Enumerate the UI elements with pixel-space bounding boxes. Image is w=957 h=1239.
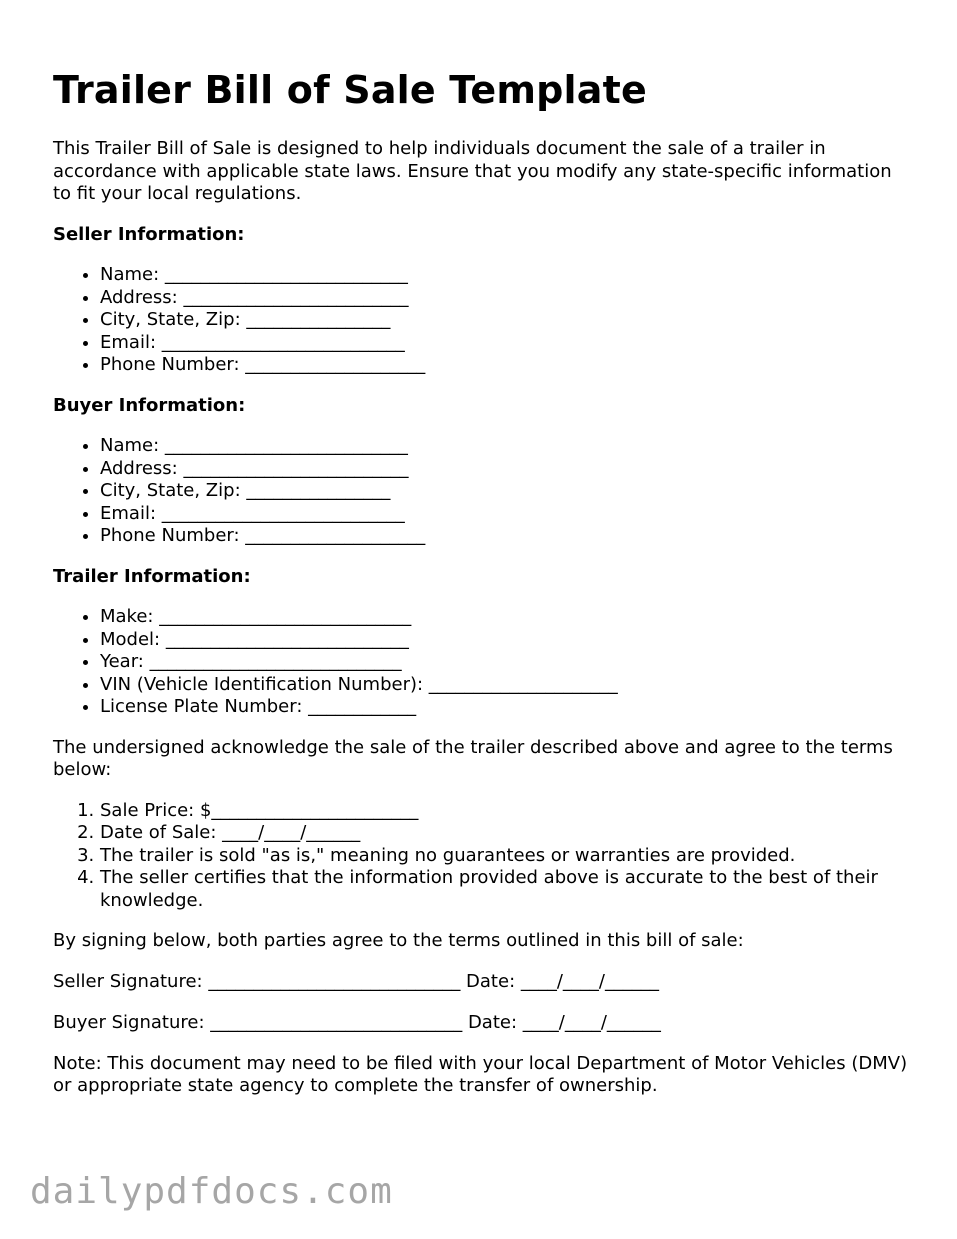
buyer-phone-field: • Phone Number: ____________________	[100, 525, 913, 548]
acknowledge-paragraph: The undersigned acknowledge the sale of the trailer described above and agree to the terms below:	[53, 736, 893, 780]
trailer-make-field: • Make: ____________________________	[100, 606, 913, 629]
seller-city-state-zip-field: • City, State, Zip: ________________	[100, 309, 913, 332]
buyer-heading: Buyer Information:	[53, 394, 246, 416]
term-seller-certifies: 4. The seller certifies that the information provided above is accurate to the best of their knowledge.	[100, 867, 913, 912]
buyer-name-field: • Name: ___________________________	[100, 435, 913, 458]
term-date-of-sale: 2. Date of Sale: ____/____/______	[100, 822, 913, 845]
buyer-city-state-zip-field: • City, State, Zip: ________________	[100, 480, 913, 503]
trailer-heading: Trailer Information:	[53, 565, 251, 587]
document-page	[53, 66, 913, 1116]
term-as-is: 3. The trailer is sold "as is," meaning no guarantees or warranties are provided.	[100, 845, 913, 868]
buyer-address-field: • Address: _________________________	[100, 458, 913, 481]
buyer-signature-line: Buyer Signature: ____________________________ Date: ____/____/______	[53, 1011, 661, 1033]
term-sale-price: 1. Sale Price: $_______________________	[100, 800, 913, 823]
trailer-license-plate-field: • License Plate Number: ____________	[100, 696, 913, 719]
seller-signature-line: Seller Signature: ____________________________ Date: ____/____/______	[53, 970, 659, 992]
trailer-year-field: • Year: ____________________________	[100, 651, 913, 674]
buyer-info-list	[53, 435, 913, 548]
document-title: Trailer Bill of Sale Template	[53, 68, 647, 112]
seller-name-field: • Name: ___________________________	[100, 264, 913, 287]
trailer-model-field: • Model: ___________________________	[100, 629, 913, 652]
watermark-text: dailypdfdocs.com	[30, 1171, 393, 1212]
trailer-vin-field: • VIN (Vehicle Identification Number): _____________________	[100, 674, 913, 697]
seller-email-field: • Email: ___________________________	[100, 332, 913, 355]
note-paragraph: Note: This document may need to be filed with your local Department of Motor Vehicles (DMV) or appropriate state agency to complete the transfer of ownership.	[53, 1052, 908, 1096]
trailer-info-list	[53, 606, 913, 719]
seller-heading: Seller Information:	[53, 223, 245, 245]
seller-address-field: • Address: _________________________	[100, 287, 913, 310]
seller-phone-field: • Phone Number: ____________________	[100, 354, 913, 377]
intro-paragraph: This Trailer Bill of Sale is designed to help individuals document the sale of a trailer in accordance with applicable state laws. Ensure that you modify any state-specific information to fit your local regulations.	[53, 138, 892, 204]
buyer-email-field: • Email: ___________________________	[100, 503, 913, 526]
seller-info-list	[53, 264, 913, 377]
terms-list	[53, 800, 913, 913]
signing-intro: By signing below, both parties agree to the terms outlined in this bill of sale:	[53, 930, 744, 951]
